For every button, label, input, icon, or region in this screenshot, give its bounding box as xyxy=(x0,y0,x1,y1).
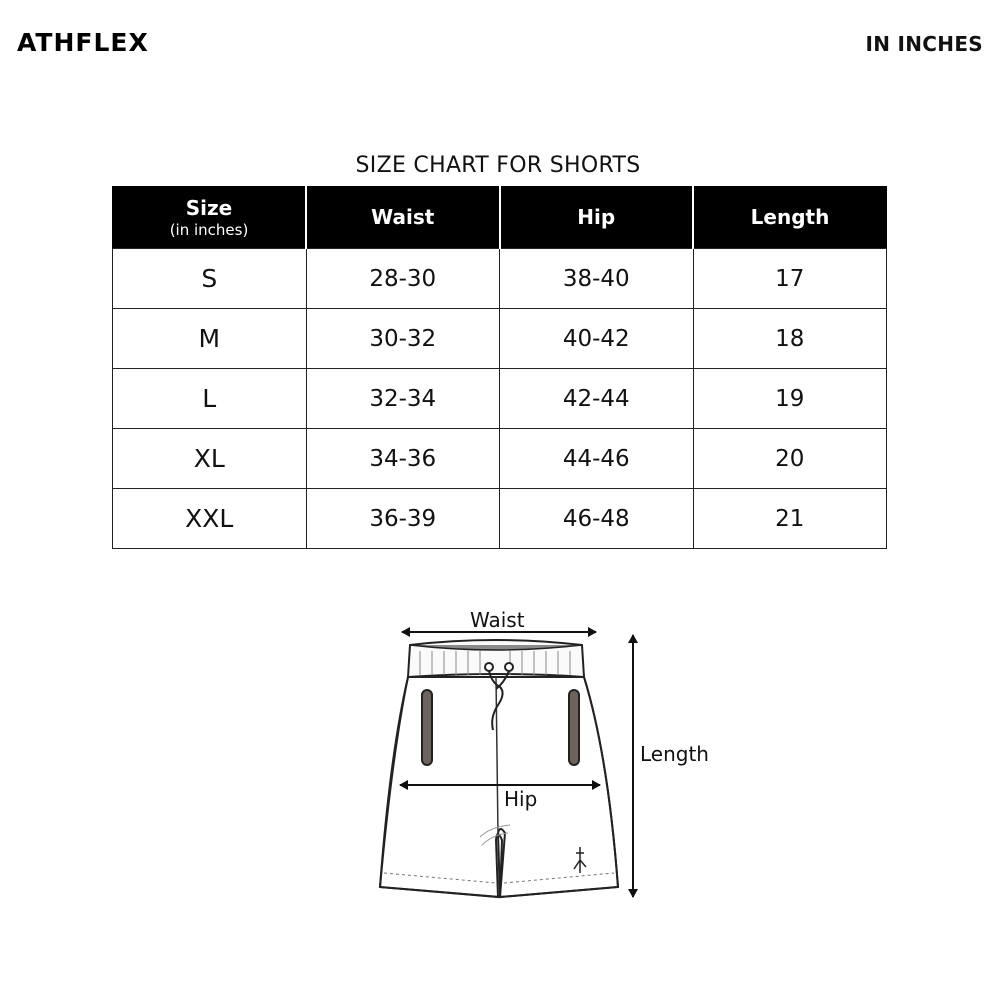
cell-waist: 30-32 xyxy=(306,309,500,369)
column-header-hip: Hip xyxy=(500,186,694,249)
table-row xyxy=(113,309,887,369)
cell-waist: 32-34 xyxy=(306,369,500,429)
cell-hip: 42-44 xyxy=(500,369,694,429)
cell-length: 20 xyxy=(693,429,887,489)
cell-hip: 40-42 xyxy=(500,309,694,369)
column-header-label: Size xyxy=(185,195,233,220)
column-header-waist: Waist xyxy=(306,186,500,249)
measurement-diagram xyxy=(370,605,740,905)
cell-hip: 38-40 xyxy=(500,249,694,309)
cell-waist: 36-39 xyxy=(306,489,500,549)
column-header-length: Length xyxy=(693,186,887,249)
hip-label: Hip xyxy=(504,787,538,811)
cell-hip: 46-48 xyxy=(500,489,694,549)
table-row xyxy=(113,429,887,489)
table-row xyxy=(113,369,887,429)
size-chart-table xyxy=(112,186,887,549)
brand-logo: ATHFLEX xyxy=(17,28,149,57)
column-header-size xyxy=(113,186,307,249)
cell-hip: 44-46 xyxy=(500,429,694,489)
chart-title: SIZE CHART FOR SHORTS xyxy=(355,153,641,178)
cell-length: 21 xyxy=(693,489,887,549)
column-header-sublabel: (in inches) xyxy=(169,220,249,239)
cell-size: L xyxy=(113,369,307,429)
cell-waist: 28-30 xyxy=(306,249,500,309)
cell-size: XXL xyxy=(113,489,307,549)
cell-length: 18 xyxy=(693,309,887,369)
cell-size: M xyxy=(113,309,307,369)
waist-label: Waist xyxy=(470,608,525,632)
length-label: Length xyxy=(640,742,709,766)
cell-size: XL xyxy=(113,429,307,489)
cell-waist: 34-36 xyxy=(306,429,500,489)
table-header-row xyxy=(113,186,887,249)
table-row xyxy=(113,249,887,309)
units-label: IN INCHES xyxy=(865,32,983,56)
cell-length: 17 xyxy=(693,249,887,309)
cell-length: 19 xyxy=(693,369,887,429)
cell-size: S xyxy=(113,249,307,309)
table-row xyxy=(113,489,887,549)
